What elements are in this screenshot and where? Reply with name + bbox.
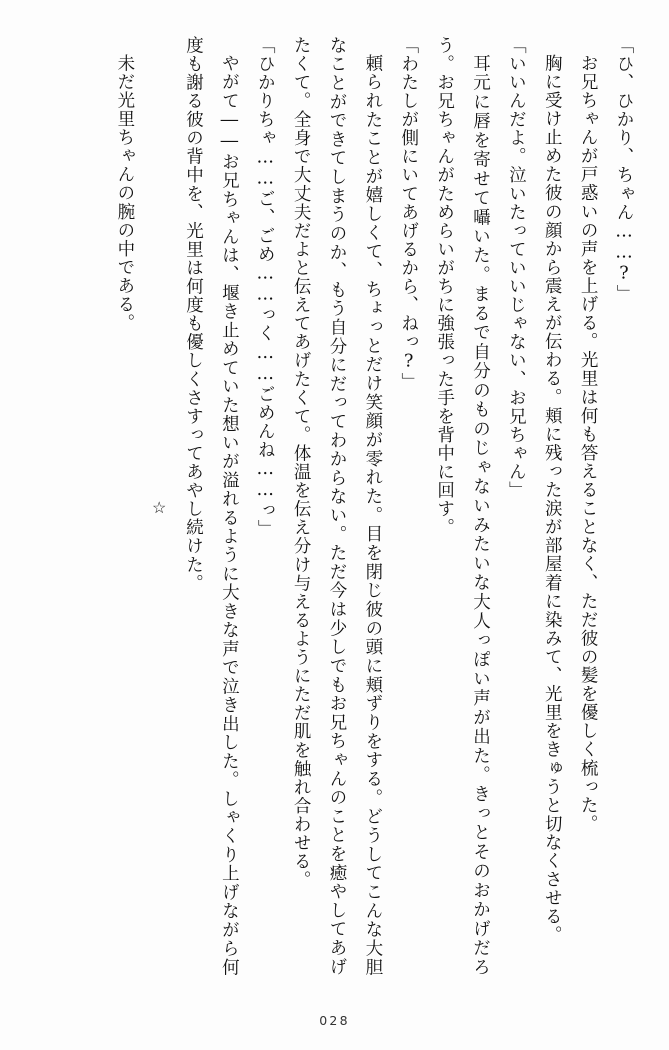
star-symbol: ☆ <box>149 498 169 519</box>
paragraph-2: お兄ちゃんが戸惑いの声を上げる。光里は何も答えることなく、ただ彼の髪を優しく梳った。 <box>578 53 599 833</box>
paragraph-9: やがて――お兄ちゃんは、堰き止めていた想いが溢れるように大きな声で泣き出した。しゃくり上げながら何度も謝る彼の背中を、光里は何度も優しくさすってあやし続けた。 <box>183 36 240 976</box>
paragraph-4: 「いいんだよ。泣いたっていいじゃない、お兄ちゃん」 <box>506 36 527 500</box>
scene-separator <box>142 36 175 976</box>
paragraph-10: 未だ光里ちゃんの腕の中である。 <box>114 53 135 332</box>
paragraph-6: 「わたしが側にいてあげるから、ねっ?」 <box>398 36 419 391</box>
paragraph-5: 耳元に唇を寄せて囁いた。まるで自分のものじゃないみたいな大人っぽい声が出た。きっとそのおかげだろう。お兄ちゃんがためらいがちに強張った手を背中に回す。 <box>434 36 491 976</box>
page-number: 028 <box>319 1013 350 1028</box>
paragraph-3: 胸に受け止めた彼の顔から震えが伝わる。頬に残った涙が部屋着に染みて、光里をきゅうと切なくさせる。 <box>542 53 563 944</box>
vertical-text-body <box>28 36 641 976</box>
paragraph-7: 頼られたことが嬉しくて、ちょっとだけ笑顔が零れた。目を閉じ彼の頭に頬ずりをする。どうしてこんな大胆なことができてしまうのか、もう自分にだってわからない。ただ今は少しでもお兄ちゃんのことを癒やしてあげたくて。全身で大丈夫だよと伝えてあげたくて。体温を伝え分け与えるようにただ肌を触れ合わせる。 <box>291 36 383 976</box>
paragraph-8: 「ひかりちゃ……ご、ごめ……っく……ごめんね……っ」 <box>255 36 276 539</box>
paragraph-1: 「ひ、ひかり、ちゃん……?」 <box>614 36 634 304</box>
